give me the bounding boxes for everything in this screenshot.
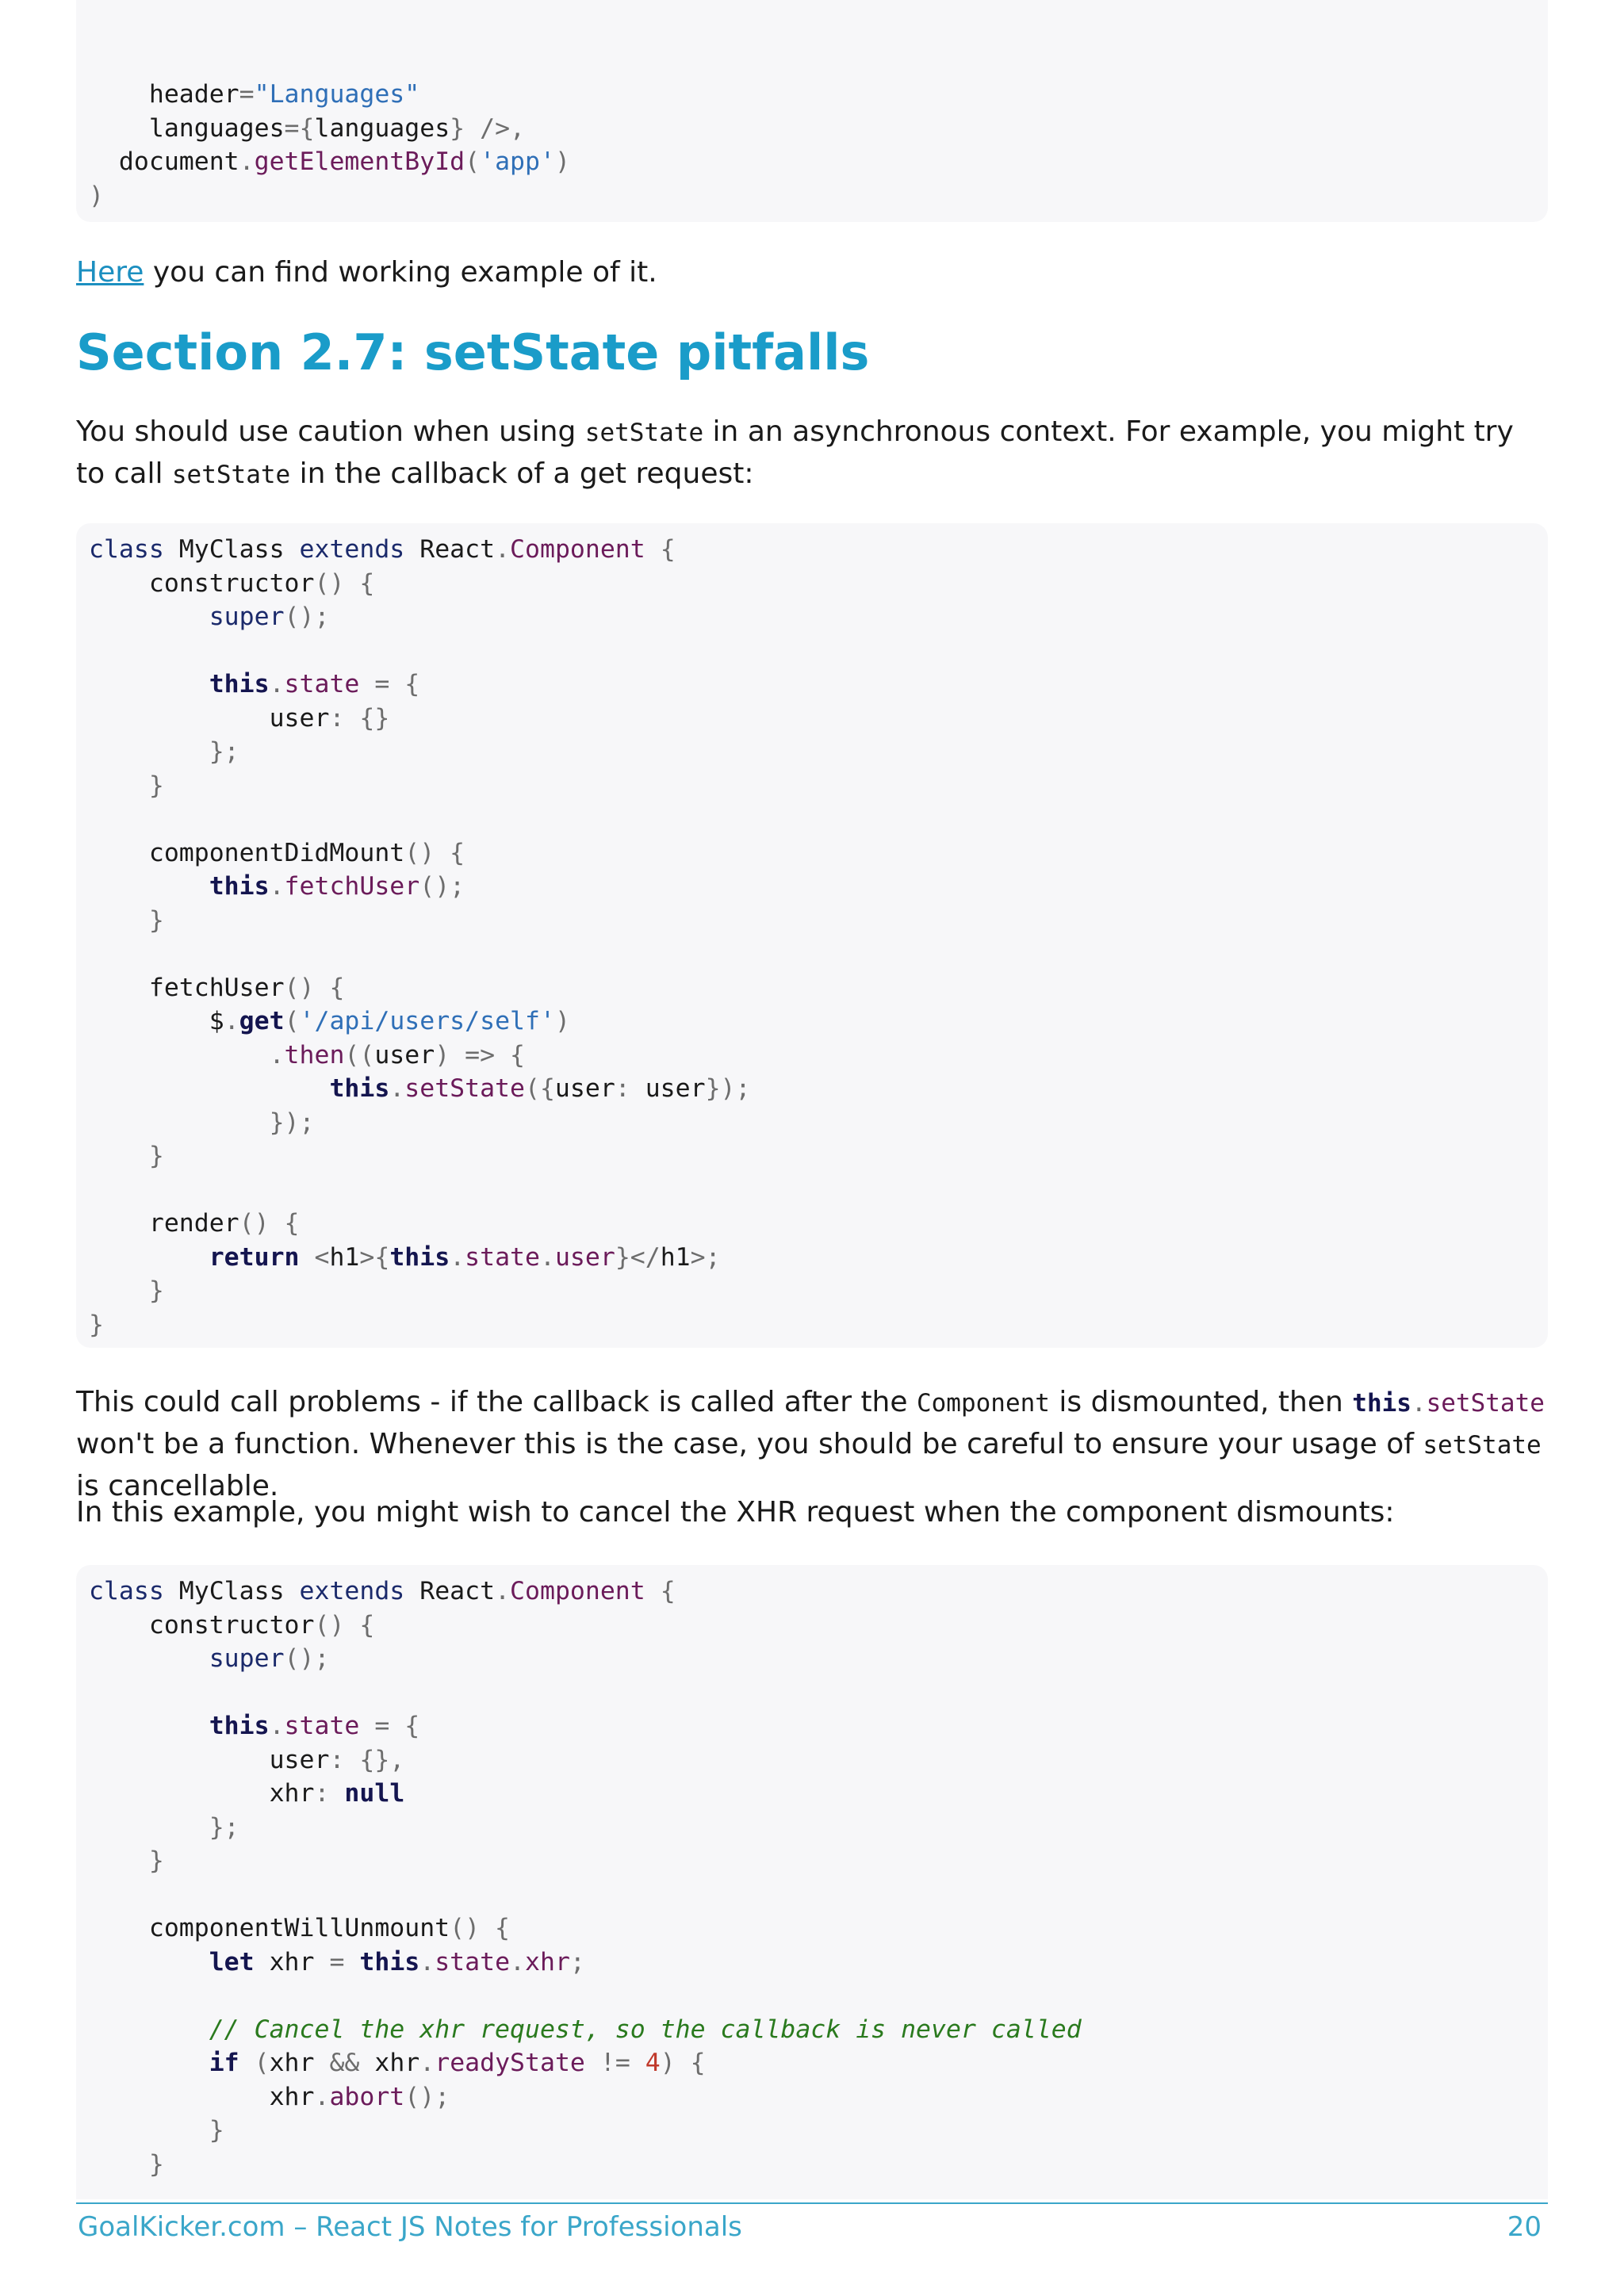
- code-token: };: [89, 1812, 239, 1842]
- code-line: [89, 1173, 1535, 1207]
- code-token: .: [495, 535, 511, 564]
- code-token: }: [89, 1142, 164, 1170]
- code-token: () {: [450, 1914, 511, 1942]
- code-token: .: [510, 1947, 526, 1976]
- code-token: :: [314, 1779, 345, 1808]
- code-token: () {: [314, 568, 375, 598]
- code-token: ((: [344, 1040, 375, 1070]
- code-token: 4: [645, 2049, 661, 2077]
- code-token: fetchUser: [89, 973, 285, 1002]
- code-token: }: [89, 1846, 164, 1875]
- code-line: [89, 1004, 1535, 1039]
- code-token: !=: [584, 2049, 645, 2077]
- code-line: [89, 112, 1535, 146]
- code-token: abort: [329, 2082, 405, 2111]
- code-token: readyState: [435, 2049, 585, 2077]
- code-token: }: [89, 1276, 164, 1305]
- code-token: : {}: [329, 703, 390, 733]
- code-token: MyClass: [163, 535, 300, 564]
- code-line: [89, 145, 1535, 179]
- code-token: class: [89, 535, 164, 564]
- code-token: this: [359, 1947, 420, 1976]
- code-token: {: [645, 1577, 676, 1605]
- problem-paragraph: [76, 1382, 1551, 1507]
- inline-code-setstate: setState: [171, 461, 291, 489]
- code-line: [89, 735, 1535, 769]
- code-token: .: [269, 1040, 285, 1070]
- code-line: [89, 802, 1535, 836]
- code-line: [89, 1039, 1535, 1073]
- code-token: Component: [510, 1577, 645, 1605]
- code-line: [89, 1743, 1535, 1777]
- code-token: ) => {: [435, 1040, 525, 1070]
- code-token: = {: [359, 1712, 420, 1740]
- inline-code-component: Component: [916, 1389, 1050, 1418]
- code-token: React: [404, 1577, 496, 1605]
- code-token: >;: [690, 1242, 721, 1272]
- code-token: ();: [419, 872, 465, 901]
- code-token: ();: [284, 1644, 330, 1673]
- code-line: [89, 937, 1535, 971]
- problem-text-4: is cancellable.: [76, 1470, 279, 1502]
- code-token: } />,: [450, 113, 525, 143]
- code-token: Component: [510, 535, 645, 564]
- code-token: super: [209, 1644, 285, 1673]
- code-block-top: [76, 0, 1548, 222]
- inline-code-setstate: setState: [1423, 1431, 1542, 1460]
- code-token: let: [209, 1947, 255, 1976]
- code-token: componentDidMount: [89, 838, 405, 867]
- code-line: [89, 2013, 1535, 2047]
- code-token: =: [329, 1947, 360, 1976]
- inline-code-setstate: setState: [584, 419, 704, 447]
- code-line: [89, 1811, 1535, 1845]
- code-token: : {},: [329, 1745, 405, 1774]
- code-line: [89, 836, 1535, 871]
- code-line: [89, 1139, 1535, 1173]
- code-token: '/api/users/self': [299, 1007, 555, 1035]
- code-token: React: [404, 535, 496, 564]
- code-token: xhr: [89, 2082, 315, 2111]
- code-line: [89, 1777, 1535, 1811]
- code-token: state: [435, 1947, 511, 1976]
- code-token: () {: [239, 1209, 300, 1238]
- code-token: .: [495, 1577, 511, 1605]
- inline-code-this: this: [1352, 1389, 1411, 1418]
- code-token: extends: [299, 1577, 405, 1605]
- code-token: }: [89, 771, 164, 800]
- code-token: user: [89, 703, 330, 733]
- problem-text-2: is dismounted, then: [1049, 1386, 1353, 1418]
- code-token: state: [284, 1712, 360, 1740]
- code-token: "Languages": [254, 80, 420, 109]
- code-token: [89, 2015, 209, 2044]
- code-token: if: [209, 2049, 239, 2077]
- code-token: setState: [404, 1074, 525, 1103]
- code-line: [89, 2114, 1535, 2148]
- code-block-xhr-example: [76, 1565, 1548, 2199]
- code-token: [89, 2049, 209, 2077]
- code-token: render: [89, 1209, 239, 1238]
- intro-text-2: in an asynchronous context. For example, you might try to call: [76, 415, 1514, 490]
- code-token: h1: [329, 1242, 360, 1272]
- code-token: [89, 603, 209, 631]
- code-token: user: [645, 1074, 706, 1103]
- code-token: ();: [404, 2082, 450, 2111]
- code-line: [89, 1609, 1535, 1643]
- intro-text-3: in the callback of a get request:: [290, 457, 754, 490]
- code-token: >{: [359, 1242, 390, 1272]
- code-token: state: [284, 670, 360, 698]
- code-token: this: [389, 1242, 450, 1272]
- code-token: .: [419, 1947, 435, 1976]
- code-token: super: [209, 603, 285, 631]
- code-token: &&: [329, 2049, 375, 2077]
- code-token: [89, 1243, 209, 1272]
- code-token: fetchUser: [284, 872, 420, 901]
- footer-rule: [76, 2202, 1548, 2204]
- here-link[interactable]: Here: [76, 256, 144, 289]
- here-paragraph-text: you can find working example of it.: [144, 256, 657, 289]
- code-token: xhr: [89, 1779, 315, 1808]
- code-token: () {: [284, 973, 345, 1002]
- code-line: [89, 1106, 1535, 1140]
- code-token: this: [329, 1074, 390, 1103]
- code-token: = {: [359, 670, 420, 698]
- code-token: this: [209, 872, 270, 901]
- code-line: [89, 1642, 1535, 1676]
- inline-code-setstate: setState: [1426, 1389, 1545, 1418]
- code-line: [89, 1946, 1535, 1980]
- code-token: () {: [404, 838, 465, 867]
- example-paragraph: In this example, you might wish to cancel the XHR request when the component dismounts:: [76, 1496, 1395, 1529]
- code-token: ): [89, 181, 104, 210]
- code-token: {: [645, 535, 676, 564]
- code-line: [89, 702, 1535, 736]
- code-token: .: [224, 1007, 239, 1035]
- code-token: languages: [89, 113, 285, 143]
- problem-text-1: This could call problems - if the callback is called after the: [76, 1386, 917, 1418]
- code-line: [89, 1878, 1535, 1912]
- code-line: [89, 870, 1535, 904]
- code-token: header: [89, 80, 239, 109]
- code-token: [89, 1948, 209, 1976]
- code-token: constructor: [89, 1610, 315, 1640]
- code-token: (: [284, 1007, 300, 1035]
- section-heading: Section 2.7: setState pitfalls: [76, 323, 870, 381]
- code-token: user: [554, 1074, 615, 1103]
- code-token: [89, 1644, 209, 1673]
- code-line: [89, 1911, 1535, 1946]
- code-token: <: [299, 1242, 330, 1272]
- code-token: class: [89, 1577, 164, 1605]
- code-token: xhr: [525, 1947, 570, 1976]
- code-token: }: [89, 2149, 164, 2179]
- code-token: languages: [314, 113, 450, 143]
- code-token: MyClass: [163, 1577, 300, 1605]
- code-token: // Cancel the xhr request, so the callback is never called: [209, 2015, 1082, 2044]
- code-line: [89, 634, 1535, 668]
- code-line: [89, 904, 1535, 938]
- code-token: get: [239, 1007, 285, 1035]
- code-token: ();: [284, 603, 330, 631]
- code-token: :: [615, 1074, 645, 1103]
- code-line: [89, 2046, 1535, 2080]
- code-token: xhr: [374, 2049, 420, 2077]
- code-line: [89, 769, 1535, 803]
- code-token: ): [554, 147, 570, 176]
- code-token: xhr: [254, 1947, 330, 1976]
- page-number: 20: [1507, 2211, 1542, 2243]
- code-token: ;: [569, 1947, 585, 1976]
- code-token: }: [89, 905, 164, 935]
- code-token: ={: [284, 113, 315, 143]
- code-token: };: [89, 737, 239, 766]
- code-line: [89, 1575, 1535, 1609]
- code-token: state: [465, 1242, 540, 1272]
- code-token: getElementById: [254, 147, 465, 176]
- intro-paragraph: [76, 411, 1551, 496]
- code-line: [89, 1241, 1535, 1275]
- code-line: [89, 1207, 1535, 1241]
- footer-title: GoalKicker.com – React JS Notes for Professionals: [78, 2211, 742, 2243]
- code-token: xhr: [269, 2049, 330, 2077]
- code-token: }</: [615, 1242, 661, 1272]
- code-token: ) {: [660, 2049, 706, 2077]
- code-token: h1: [660, 1242, 691, 1272]
- code-token: [89, 670, 209, 698]
- code-line: [89, 600, 1535, 634]
- code-token: });: [705, 1074, 751, 1103]
- code-token: null: [344, 1779, 405, 1808]
- code-token: this: [209, 670, 270, 698]
- code-line: [89, 1979, 1535, 2013]
- code-line: [89, 1709, 1535, 1743]
- code-token: .: [419, 2049, 435, 2077]
- code-token: user: [554, 1242, 615, 1272]
- code-token: .: [269, 670, 285, 698]
- code-token: $: [89, 1007, 224, 1035]
- code-token: return: [209, 1242, 300, 1272]
- code-line: [89, 1844, 1535, 1878]
- code-token: }: [89, 2116, 224, 2145]
- code-line: [89, 668, 1535, 702]
- code-token: .: [389, 1074, 405, 1103]
- code-token: then: [284, 1040, 345, 1070]
- code-line: [89, 1676, 1535, 1710]
- code-line: [89, 2080, 1535, 2114]
- code-line: [89, 78, 1535, 112]
- code-token: user: [89, 1745, 330, 1774]
- code-token: }: [89, 1310, 104, 1339]
- code-token: ): [554, 1007, 570, 1035]
- code-line: [89, 1072, 1535, 1106]
- code-line: [89, 533, 1535, 567]
- code-line: [89, 567, 1535, 601]
- code-token: .: [269, 872, 285, 901]
- code-token: .: [314, 2082, 330, 2111]
- code-token: constructor: [89, 568, 315, 598]
- code-token: [89, 1041, 270, 1070]
- code-token: .: [239, 147, 255, 176]
- code-line: [89, 2148, 1535, 2182]
- code-token: document: [89, 147, 239, 176]
- intro-text-1: You should use caution when using: [76, 415, 585, 448]
- code-line: [89, 179, 1535, 213]
- here-paragraph: [76, 252, 1551, 293]
- code-block-fetch-example: [76, 523, 1548, 1348]
- code-line: [89, 971, 1535, 1005]
- code-token: [89, 872, 209, 901]
- code-token: extends: [299, 535, 405, 564]
- code-token: 'app': [480, 147, 555, 176]
- code-token: (: [465, 147, 481, 176]
- code-token: [89, 1074, 329, 1103]
- code-token: });: [89, 1108, 315, 1137]
- inline-code-dot: .: [1411, 1389, 1427, 1418]
- code-line: [89, 1308, 1535, 1342]
- code-token: (: [239, 2049, 270, 2077]
- problem-text-3: won't be a function. Whenever this is the case, you should be careful to ensure your usage of: [76, 1428, 1423, 1460]
- code-token: user: [374, 1040, 435, 1070]
- code-token: ({: [524, 1074, 555, 1103]
- code-token: .: [269, 1712, 285, 1740]
- code-token: =: [239, 80, 255, 109]
- code-token: componentWillUnmount: [89, 1914, 450, 1942]
- code-line: [89, 1274, 1535, 1308]
- code-token: .: [450, 1242, 465, 1272]
- code-token: .: [539, 1242, 555, 1272]
- code-token: this: [209, 1712, 270, 1740]
- code-token: [89, 1712, 209, 1740]
- code-token: () {: [314, 1610, 375, 1640]
